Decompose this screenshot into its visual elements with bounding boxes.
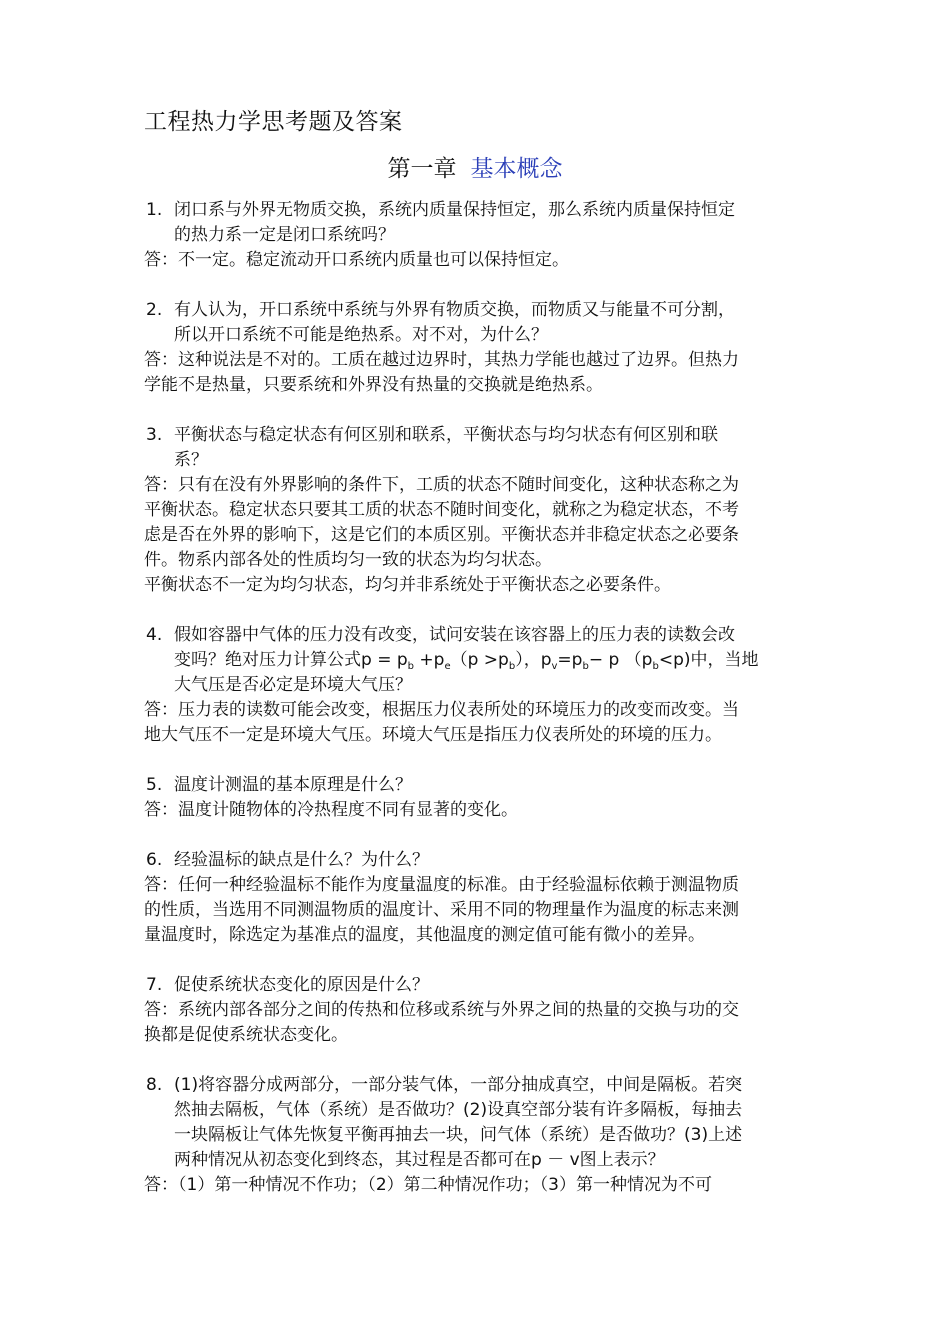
question-1 xyxy=(144,198,824,248)
question-line: 的热力系一定是闭口系统吗？ xyxy=(174,225,395,245)
question-number: 3. xyxy=(146,425,163,445)
question-4 xyxy=(144,623,824,698)
question-7 xyxy=(144,973,824,998)
question-number: 1. xyxy=(146,200,163,220)
answer-line: 地大气压不一定是环境大气压。环境大气压是指压力仪表所处的环境的压力。 xyxy=(144,725,722,745)
answer-line: 答：这种说法是不对的。工质在越过边界时，其热力学能也越过了边界。但热力 xyxy=(144,350,739,370)
answer-7 xyxy=(144,998,824,1048)
question-6 xyxy=(144,848,824,873)
question-number: 4. xyxy=(146,625,163,645)
answer-8 xyxy=(144,1173,824,1198)
question-number: 7. xyxy=(146,975,163,995)
question-line: 所以开口系统不可能是绝热系。对不对，为什么？ xyxy=(174,325,548,345)
document-title: 工程热力学思考题及答案 xyxy=(144,109,403,135)
answer-line: 换都是促使系统状态变化。 xyxy=(144,1025,348,1045)
answer-line: 答：（1）第一种情况不作功；（2）第二种情况作功；（3）第一种情况为不可 xyxy=(144,1175,712,1195)
question-2 xyxy=(144,298,824,348)
question-line: 系？ xyxy=(174,450,208,470)
question-formula-line: 变吗？绝对压力计算公式$p = p_b +p_e(p >p_b)$，$p_v=p_b- p$ $(p_b<p)$中，当地 xyxy=(174,650,759,672)
chapter-heading xyxy=(0,150,950,183)
question-line: 温度计测温的基本原理是什么？ xyxy=(174,775,412,795)
answer-4 xyxy=(144,698,824,748)
question-line: (1)将容器分成两部分，一部分装气体，一部分抽成真空，中间是隔板。若突 xyxy=(174,1075,743,1095)
answer-line: 答：系统内部各部分之间的传热和位移或系统与外界之间的热量的交换与功的交 xyxy=(144,1000,739,1020)
question-5 xyxy=(144,773,824,798)
question-line: 假如容器中气体的压力没有改变，试问安装在该容器上的压力表的读数会改 xyxy=(174,625,735,645)
answer-2 xyxy=(144,348,824,398)
answer-line: 的性质，当选用不同测温物质的温度计、采用不同的物理量作为温度的标志来测 xyxy=(144,900,739,920)
answer-line: 学能不是热量，只要系统和外界没有热量的交换就是绝热系。 xyxy=(144,375,603,395)
question-line: 然抽去隔板，气体（系统）是否做功？(2)设真空部分装有许多隔板，每抽去 xyxy=(174,1100,743,1120)
answer-line: 量温度时，除选定为基准点的温度，其他温度的测定值可能有微小的差异。 xyxy=(144,925,705,945)
question-line: 经验温标的缺点是什么？为什么？ xyxy=(174,850,429,870)
question-line: 两种情况从初态变化到终态，其过程是否都可在p － v图上表示？ xyxy=(174,1150,665,1170)
answer-line: 答：只有在没有外界影响的条件下，工质的状态不随时间变化，这种状态称之为 xyxy=(144,475,739,495)
question-8 xyxy=(144,1073,824,1173)
answer-line: 答：任何一种经验温标不能作为度量温度的标准。由于经验温标依赖于测温物质 xyxy=(144,875,739,895)
question-line: 促使系统状态变化的原因是什么？ xyxy=(174,975,429,995)
answer-line: 虑是否在外界的影响下，这是它们的本质区别。平衡状态并非稳定状态之必要条 xyxy=(144,525,739,545)
answer-1 xyxy=(144,248,824,273)
chapter-label: 第一章 xyxy=(387,156,457,182)
answer-line: 平衡状态。稳定状态只要其工质的状态不随时间变化，就称之为稳定状态，不考 xyxy=(144,500,739,520)
answer-line: 平衡状态不一定为均匀状态，均匀并非系统处于平衡状态之必要条件。 xyxy=(144,575,671,595)
answer-line: 答：压力表的读数可能会改变，根据压力仪表所处的环境压力的改变而改变。当 xyxy=(144,700,739,720)
qa-list xyxy=(144,198,824,1198)
question-line: 平衡状态与稳定状态有何区别和联系，平衡状态与均匀状态有何区别和联 xyxy=(174,425,718,445)
answer-line: 件。物系内部各处的性质均匀一致的状态为均匀状态。 xyxy=(144,550,552,570)
question-number: 6. xyxy=(146,850,163,870)
question-number: 8. xyxy=(146,1075,163,1095)
answer-line: 答：不一定。稳定流动开口系统内质量也可以保持恒定。 xyxy=(144,250,569,270)
answer-5 xyxy=(144,798,824,823)
question-line: 有人认为，开口系统中系统与外界有物质交换，而物质又与能量不可分割， xyxy=(174,300,735,320)
question-number: 5. xyxy=(146,775,163,795)
question-number: 2. xyxy=(146,300,163,320)
answer-3 xyxy=(144,473,824,598)
answer-line: 答：温度计随物体的冷热程度不同有显著的变化。 xyxy=(144,800,518,820)
question-line: 大气压是否必定是环境大气压？ xyxy=(174,675,412,695)
question-line: 一块隔板让气体先恢复平衡再抽去一块，问气体（系统）是否做功？(3)上述 xyxy=(174,1125,743,1145)
question-3 xyxy=(144,423,824,473)
chapter-name: 基本概念 xyxy=(470,156,563,182)
question-line: 闭口系与外界无物质交换，系统内质量保持恒定，那么系统内质量保持恒定 xyxy=(174,200,735,220)
answer-6 xyxy=(144,873,824,948)
